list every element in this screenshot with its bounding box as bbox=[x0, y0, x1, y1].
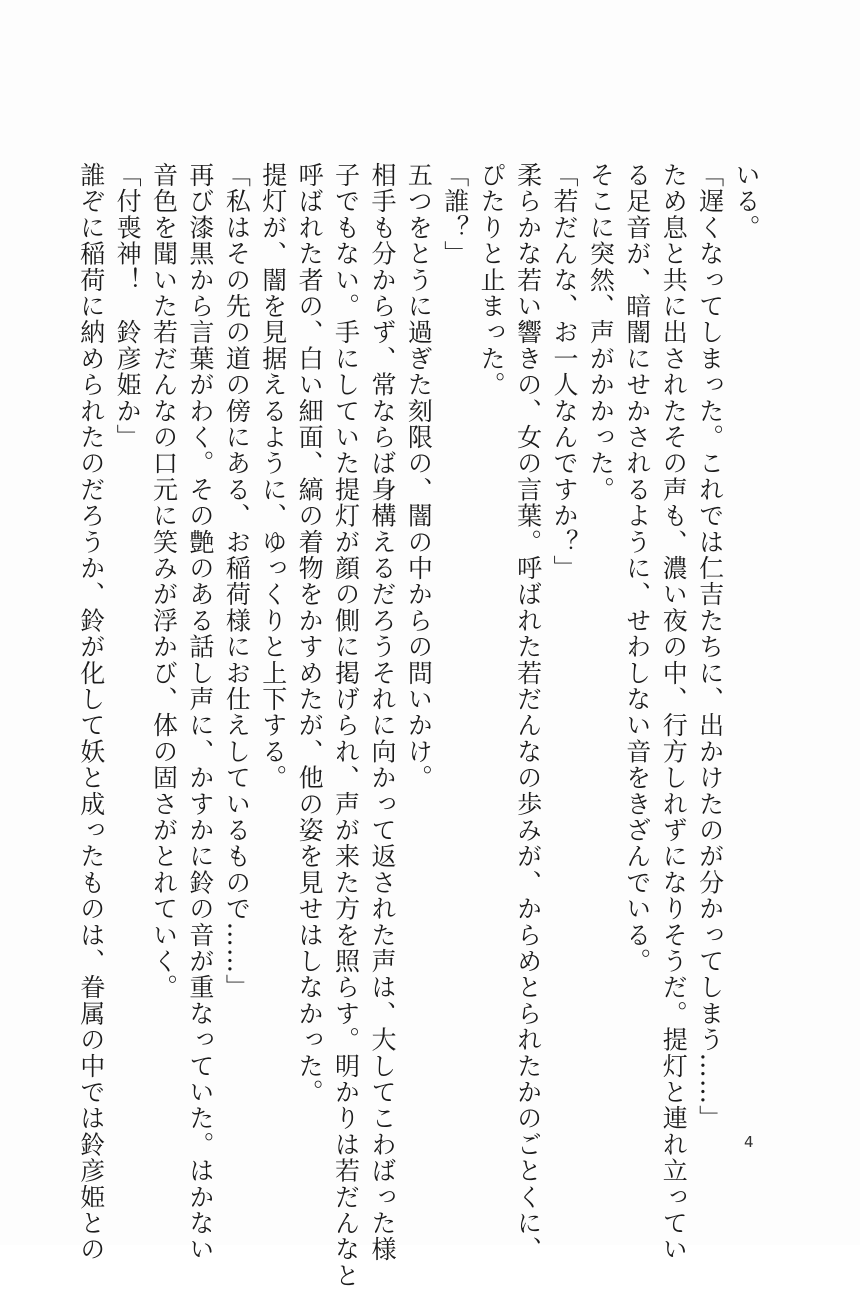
text-line: 音色を聞いた若だんなの口元に笑みが浮かび、体の固さがとれていく。 bbox=[149, 162, 179, 1001]
text-line: 再び漆黒から言葉がわく。その艶のある話し声に、かすかに鈴の音が重なっていた。はかない bbox=[185, 162, 215, 1263]
text-line: 「付喪神！ 鈴彦姫か」 bbox=[113, 162, 143, 451]
text-line: 「誰？」 bbox=[440, 162, 470, 267]
text-line: そこに突然、声がかかった。 bbox=[586, 162, 616, 503]
text-line: 呼ばれた者の、白い細面、縞の着物をかすめたが、他の姿を見せはしなかった。 bbox=[295, 162, 325, 1106]
vertical-text-body bbox=[72, 162, 764, 1289]
text-line: ぴたりと止まった。 bbox=[477, 162, 507, 398]
text-line: いる。 bbox=[732, 162, 761, 241]
text-line: 「遅くなってしまった。これでは仁吉たちに、出かけたのが分かってしまう……」 bbox=[695, 162, 725, 1132]
text-line: 五つをとうに過ぎた刻限の、闇の中からの問いかけ。 bbox=[404, 162, 434, 791]
page-number: 4 bbox=[744, 1133, 754, 1151]
text-line: 柔らかな若い響きの、女の言葉。呼ばれた若だんなの歩みが、からめとられたかのごとくに、 bbox=[513, 162, 543, 1263]
text-line: 「若だんな、お一人なんですか？」 bbox=[549, 162, 579, 582]
text-line: 誰ぞに稲荷に納められたのだろうか、鈴が化して妖と成ったものは、眷属の中では鈴彦姫との bbox=[76, 162, 106, 1263]
text-line: 提灯が、闇を見据えるように、ゆっくりと上下する。 bbox=[258, 162, 288, 791]
text-line: 「私はその先の道の傍にある、お稲荷様にお仕えしているもので……」 bbox=[222, 162, 252, 1001]
text-line: 子でもない。手にしていた提灯が顔の側に掲げられ、声が来た方を照らす。明かりは若だんなと bbox=[331, 162, 361, 1289]
text-line: る足音が、暗闇にせかされるように、せわしない音をきざんでいる。 bbox=[622, 162, 652, 975]
text-line: ため息と共に出されたその声も、濃い夜の中、行方しれずになりそうだ。提灯と連れ立ってい bbox=[659, 162, 689, 1263]
text-line: 相手も分からず、常ならば身構えるだろうそれに向かって返された声は、大してこわばった様 bbox=[367, 162, 397, 1263]
